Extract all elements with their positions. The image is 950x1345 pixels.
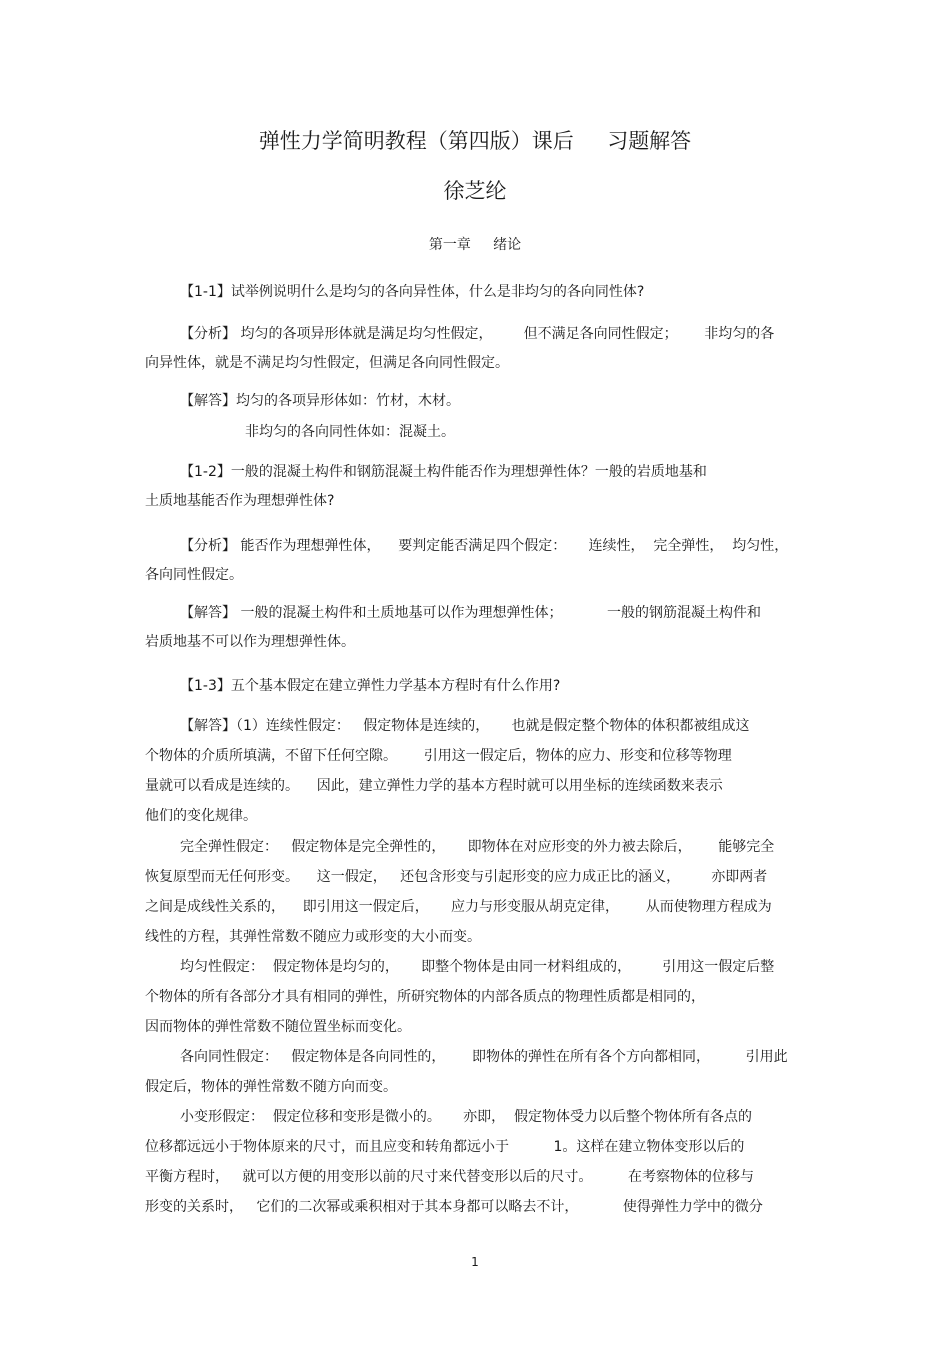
question-1-2-line: 土质地基能否作为理想弹性体? — [145, 493, 335, 509]
answer-1-2-line: 【解答】 一般的混凝土构件和土质地基可以作为理想弹性体； 一般的钢筋混凝土构件和 — [180, 605, 761, 621]
answer-1-3-line: 他们的变化规律。 — [145, 808, 257, 824]
answer-1-3-line: 线性的方程，其弹性常数不随应力或形变的大小而变。 — [145, 929, 481, 945]
document-author: 徐芝纶 — [443, 179, 507, 203]
answer-1-3-line: 均匀性假定： 假定物体是均匀的， 即整个物体是由同一材料组成的， 引用这一假定后整 — [180, 959, 775, 975]
answer-1-3-line: 恢复原型而无任何形变。 这一假定， 还包含形变与引起形变的应力成正比的涵义， 亦即两者 — [145, 869, 768, 885]
answer-1-3-line: 形变的关系时， 它们的二次幂或乘积相对于其本身都可以略去不计， 使得弹性力学中的微分 — [145, 1199, 763, 1215]
analysis-1-1-line: 【分析】 均匀的各项异形体就是满足均匀性假定， 但不满足各向同性假定； 非均匀的各 — [180, 326, 775, 342]
analysis-1-2-line: 【分析】 能否作为理想弹性体， 要判定能否满足四个假定： 连续性， 完全弹性， 均匀性， — [180, 538, 789, 554]
answer-1-3-line: 小变形假定： 假定位移和变形是微小的。 亦即， 假定物体受力以后整个物体所有各点的 — [180, 1109, 753, 1125]
answer-1-1-line: 非均匀的各向同性体如：混凝土。 — [245, 424, 455, 440]
chapter-heading: 第一章 绪论 — [428, 237, 522, 253]
answer-1-3-line: 完全弹性假定： 假定物体是完全弹性的， 即物体在对应形变的外力被去除后， 能够完全 — [180, 839, 775, 855]
answer-1-3-line: 平衡方程时， 就可以方便的用变形以前的尺寸来代替变形以后的尺寸。 在考察物体的位移与 — [145, 1169, 754, 1185]
question-1-2-line: 【1-2】一般的混凝土构件和钢筋混凝土构件能否作为理想弹性体？一般的岩质地基和 — [180, 464, 707, 480]
answer-1-3-line: 个物体的介质所填满，不留下任何空隙。 引用这一假定后，物体的应力、形变和位移等物理 — [145, 748, 732, 764]
answer-1-3-line: 假定后，物体的弹性常数不随方向而变。 — [145, 1079, 397, 1095]
answer-1-2-line: 岩质地基不可以作为理想弹性体。 — [145, 634, 355, 650]
answer-1-3-line: 各向同性假定： 假定物体是各向同性的， 即物体的弹性在所有各个方向都相同， 引用此 — [180, 1049, 788, 1065]
answer-1-1-line: 【解答】均匀的各项异形体如：竹材，木材。 — [180, 393, 460, 409]
answer-1-3-line: 个物体的所有各部分才具有相同的弹性，所研究物体的内部各质点的物理性质都是相同的， — [145, 989, 705, 1005]
analysis-1-2-line: 各向同性假定。 — [145, 567, 243, 583]
analysis-1-1-line: 向异性体，就是不满足均匀性假定，但满足各向同性假定。 — [145, 355, 509, 371]
question-1-3: 【1-3】五个基本假定在建立弹性力学基本方程时有什么作用? — [180, 678, 561, 694]
question-1-1: 【1-1】试举例说明什么是均匀的各向异性体，什么是非均匀的各向同性体? — [180, 284, 645, 300]
answer-1-3-line: 位移都远远小于物体原来的尺寸，而且应变和转角都远小于 1。这样在建立物体变形以后的 — [145, 1139, 745, 1155]
answer-1-3-line: 之间是成线性关系的， 即引用这一假定后， 应力与形变服从胡克定律， 从而使物理方程成为 — [145, 899, 772, 915]
page-number: 1 — [471, 1255, 479, 1269]
answer-1-3-line: 【解答】（1）连续性假定： 假定物体是连续的， 也就是假定整个物体的体积都被组成这 — [180, 718, 750, 734]
document-title: 弹性力学简明教程（第四版）课后 习题解答 — [258, 129, 692, 153]
answer-1-3-line: 因而物体的弹性常数不随位置坐标而变化。 — [145, 1019, 411, 1035]
answer-1-3-line: 量就可以看成是连续的。 因此，建立弹性力学的基本方程时就可以用坐标的连续函数来表示 — [145, 778, 723, 794]
